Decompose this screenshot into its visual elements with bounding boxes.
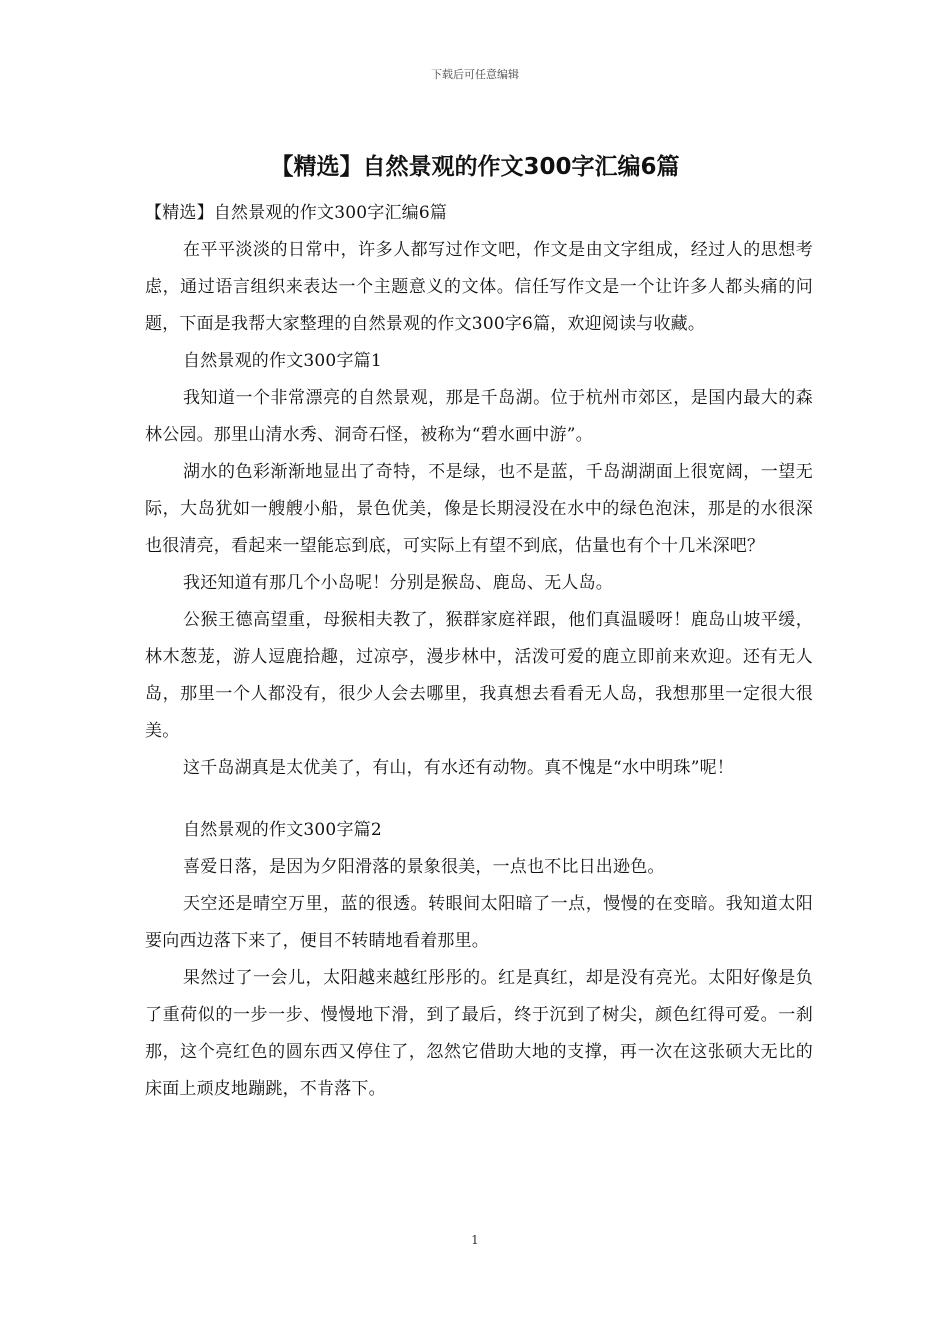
body-paragraph: 我知道一个非常漂亮的自然景观，那是千岛湖。位于杭州市郊区，是国内最大的森林公园。那里山清水秀、洞奇石怪，被称为“碧水画中游”。 [145,388,813,445]
body-paragraph: 湖水的色彩渐渐地显出了奇特，不是绿，也不是蓝，千岛湖湖面上很宽阔，一望无际，大岛犹如一艘艘小船，景色优美，像是长期浸没在水中的绿色泡沫，那是的水很深也很清亮，看起来一望能忘到底，可实际上有望不到底，估量也有个十几米深吧？ [145,462,813,556]
body-paragraph: 这千岛湖真是太优美了，有山，有水还有动物。真不愧是“水中明珠”呢！ [183,758,734,778]
page-header: 下载后可任意编辑 [431,68,519,81]
document-body [145,195,813,1108]
body-paragraph: 公猴王德高望重，母猴相夫教了，猴群家庭祥跟，他们真温暖呀！鹿岛山坡平缓，林木葱茏，游人逗鹿拾趣，过凉亭，漫步林中，活泼可爱的鹿立即前来欢迎。还有无人岛，那里一个人都没有，很少人会去哪里，我真想去看看无人岛，我想那里一定很大很美。 [145,610,813,741]
body-paragraph: 天空还是晴空万里，蓝的很透。转眼间太阳暗了一点，慢慢的在变暗。我知道太阳要向西边落下来了，便目不转睛地看着那里。 [145,894,813,951]
body-paragraph: 我还知道有那几个小岛呢！分别是猴岛、鹿岛、无人岛。 [183,573,613,593]
body-paragraph: 喜爱日落，是因为夕阳滑落的景象很美，一点也不比日出逊色。 [183,857,665,877]
section-heading-1: 自然景观的作文300字篇1 [183,351,382,371]
body-paragraph: 果然过了一会儿，太阳越来越红彤彤的。红是真红，却是没有亮光。太阳好像是负了重荷似的一步一步、慢慢地下滑，到了最后，终于沉到了树尖，颜色红得可爱。一刹那，这个亮红色的圆东西又停住了，忽然它借助大地的支撑，再一次在这张硕大无比的床面上顽皮地蹦跳，不肯落下。 [145,968,813,1099]
page-number: 1 [471,1233,479,1247]
document-title: 【精选】自然景观的作文300字汇编6篇 [270,154,680,180]
subtitle-paragraph: 【精选】自然景观的作文300字汇编6篇 [145,203,448,223]
intro-paragraph: 在平平淡淡的日常中，许多人都写过作文吧，作文是由文字组成，经过人的思想考虑，通过语言组织来表达一个主题意义的文体。信任写作文是一个让许多人都头痛的问题，下面是我帮大家整理的自然景观的作文300字6篇，欢迎阅读与收藏。 [145,240,813,334]
section-heading-2: 自然景观的作文300字篇2 [183,820,382,840]
